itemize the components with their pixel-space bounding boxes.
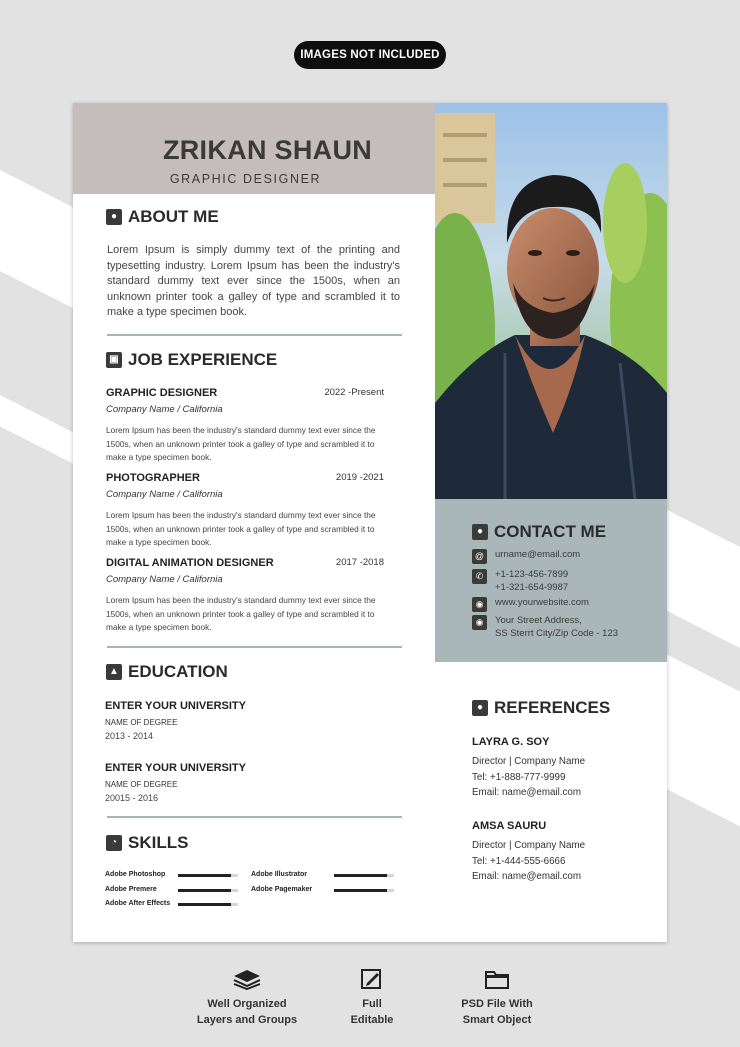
divider: [107, 816, 402, 818]
pie-chart-icon: ◔: [106, 835, 122, 851]
feature-layers: [187, 968, 307, 1028]
resume-title: GRAPHIC DESIGNER: [169, 172, 322, 186]
phone-text: [495, 569, 568, 594]
job-description: Lorem Ipsum has been the industry's standard dummy text ever since the 1500s, when an unknown printer took a galley of type and scrambled it to make a type specimen book.: [106, 595, 376, 633]
person-icon: ●: [106, 209, 122, 225]
feature-psd: [437, 968, 557, 1028]
location-pin-icon: ◉: [472, 615, 487, 630]
graduation-cap-icon: ▲: [106, 664, 122, 680]
feature-label: [312, 997, 432, 1028]
skill-bar: [334, 874, 394, 877]
briefcase-icon: ▣: [106, 352, 122, 368]
skill-bar: [178, 903, 238, 906]
people-icon: ●: [472, 700, 488, 716]
education-entry: [105, 762, 355, 803]
reference-email: Email: name@email.com: [472, 871, 582, 882]
edit-icon: [312, 968, 432, 990]
about-heading: [106, 207, 219, 227]
skill-bar: [178, 889, 238, 892]
address-text: [495, 615, 618, 640]
references-heading-text: REFERENCES: [494, 698, 611, 717]
job-title: DIGITAL ANIMATION DESIGNER: [106, 557, 274, 569]
phone-1: +1-123-456-7899: [495, 569, 569, 580]
contact-panel: [435, 499, 667, 662]
contact-heading-text: CONTACT ME: [494, 522, 607, 541]
feature-line-2: Smart Object: [462, 1013, 532, 1026]
university-name: ENTER YOUR UNIVERSITY: [105, 700, 246, 712]
reference-role: Director | Company Name: [472, 840, 586, 851]
skill-name: Adobe Pagemaker: [251, 886, 313, 893]
skill-bar-fill: [334, 889, 387, 892]
about-text: Lorem Ipsum is simply dummy text of the printing and typesetting industry. Lorem Ipsum has been the industry's standard dummy text ever since the 1500s, when an unknown printer took a galley of type and scrambled it to make a type specimen book.: [107, 244, 400, 319]
degree-name: NAME OF DEGREE: [105, 718, 178, 727]
education-entry: [105, 700, 355, 741]
address-line-2: SS Sterrt City/Zip Code - 123: [495, 627, 619, 639]
job-entry: [106, 387, 384, 465]
contact-address: [472, 615, 618, 640]
at-icon: @: [472, 549, 487, 564]
job-title: GRAPHIC DESIGNER: [106, 387, 218, 399]
skill-bar-fill: [334, 874, 387, 877]
job-company: Company Name / California: [106, 404, 223, 415]
reference-tel: Tel: +1-444-555-6666: [472, 855, 566, 867]
skill-bar-fill: [178, 889, 231, 892]
job-company: Company Name / California: [106, 489, 223, 500]
experience-heading: [106, 350, 277, 370]
skill-name: Adobe Illustrator: [251, 871, 308, 878]
layers-icon: [187, 968, 307, 990]
contact-website: [472, 597, 589, 612]
contact-phone: [472, 569, 568, 594]
skill-name: Adobe Premere: [105, 886, 157, 893]
education-years: 2013 - 2014: [105, 731, 154, 741]
degree-name: NAME OF DEGREE: [105, 780, 178, 789]
images-not-included-badge: IMAGES NOT INCLUDED: [294, 41, 446, 69]
skill-bar-fill: [178, 903, 231, 906]
phone-icon: ✆: [472, 569, 487, 584]
reference-entry: [472, 736, 652, 801]
university-name: ENTER YOUR UNIVERSITY: [105, 762, 246, 774]
references-heading: [472, 698, 610, 718]
job-description: Lorem Ipsum has been the industry's standard dummy text ever since the 1500s, when an unknown printer took a galley of type and scrambled it to make a type specimen book.: [106, 510, 376, 548]
feature-line-2: Layers and Groups: [196, 1013, 298, 1026]
job-company: Company Name / California: [106, 574, 223, 585]
person-icon: ●: [472, 524, 488, 540]
education-heading: [106, 662, 228, 682]
reference-name: LAYRA G. SOY: [472, 736, 550, 748]
contact-heading: [472, 522, 606, 542]
about-heading-text: ABOUT ME: [128, 207, 219, 226]
reference-tel: Tel: +1-888-777-9999: [472, 771, 566, 783]
feature-line-1: Full: [362, 998, 382, 1010]
job-entry: [106, 557, 384, 635]
reference-role: Director | Company Name: [472, 756, 586, 767]
skill-name: Adobe After Effects: [105, 900, 171, 907]
feature-line-2: Editable: [350, 1013, 394, 1026]
job-years: 2022 -Present: [324, 387, 384, 398]
divider: [107, 646, 402, 648]
education-heading-text: EDUCATION: [128, 662, 228, 681]
resume-page: [73, 103, 667, 942]
reference-entry: [472, 820, 652, 885]
job-years: 2019 -2021: [335, 472, 384, 483]
skill-bar: [178, 874, 238, 877]
contact-email: [472, 549, 580, 564]
globe-icon: ◉: [472, 597, 487, 612]
skill-name: Adobe Photoshop: [105, 871, 166, 878]
job-title: PHOTOGRAPHER: [106, 472, 200, 484]
skills-heading-text: SKILLS: [128, 833, 189, 852]
divider: [107, 334, 402, 336]
profile-photo: [435, 103, 667, 499]
phone-2: +1-321-654-9987: [495, 581, 569, 593]
feature-line-1: PSD File With: [461, 998, 533, 1010]
job-entry: [106, 472, 384, 550]
experience-heading-text: JOB EXPERIENCE: [128, 350, 278, 369]
feature-line-1: Well Organized: [207, 998, 287, 1010]
resume-name: ZRIKAN SHAUN: [162, 135, 373, 165]
job-description: Lorem Ipsum has been the industry's standard dummy text ever since the 1500s, when an unknown printer took a galley of type and scrambled it to make a type specimen book.: [106, 425, 376, 463]
education-years: 20015 - 2016: [105, 793, 159, 803]
feature-label: [187, 997, 307, 1028]
address-line-1: Your Street Address,: [495, 615, 582, 626]
folder-icon: [437, 968, 557, 990]
email-text: urname@email.com: [495, 549, 581, 560]
feature-label: [437, 997, 557, 1028]
feature-editable: [312, 968, 432, 1028]
skill-bar: [334, 889, 394, 892]
reference-name: AMSA SAURU: [472, 820, 547, 832]
reference-email: Email: name@email.com: [472, 787, 582, 798]
job-years: 2017 -2018: [335, 557, 384, 568]
skills-heading: [106, 833, 188, 853]
skill-bar-fill: [178, 874, 231, 877]
website-text: www.yourwebsite.com: [495, 597, 589, 608]
